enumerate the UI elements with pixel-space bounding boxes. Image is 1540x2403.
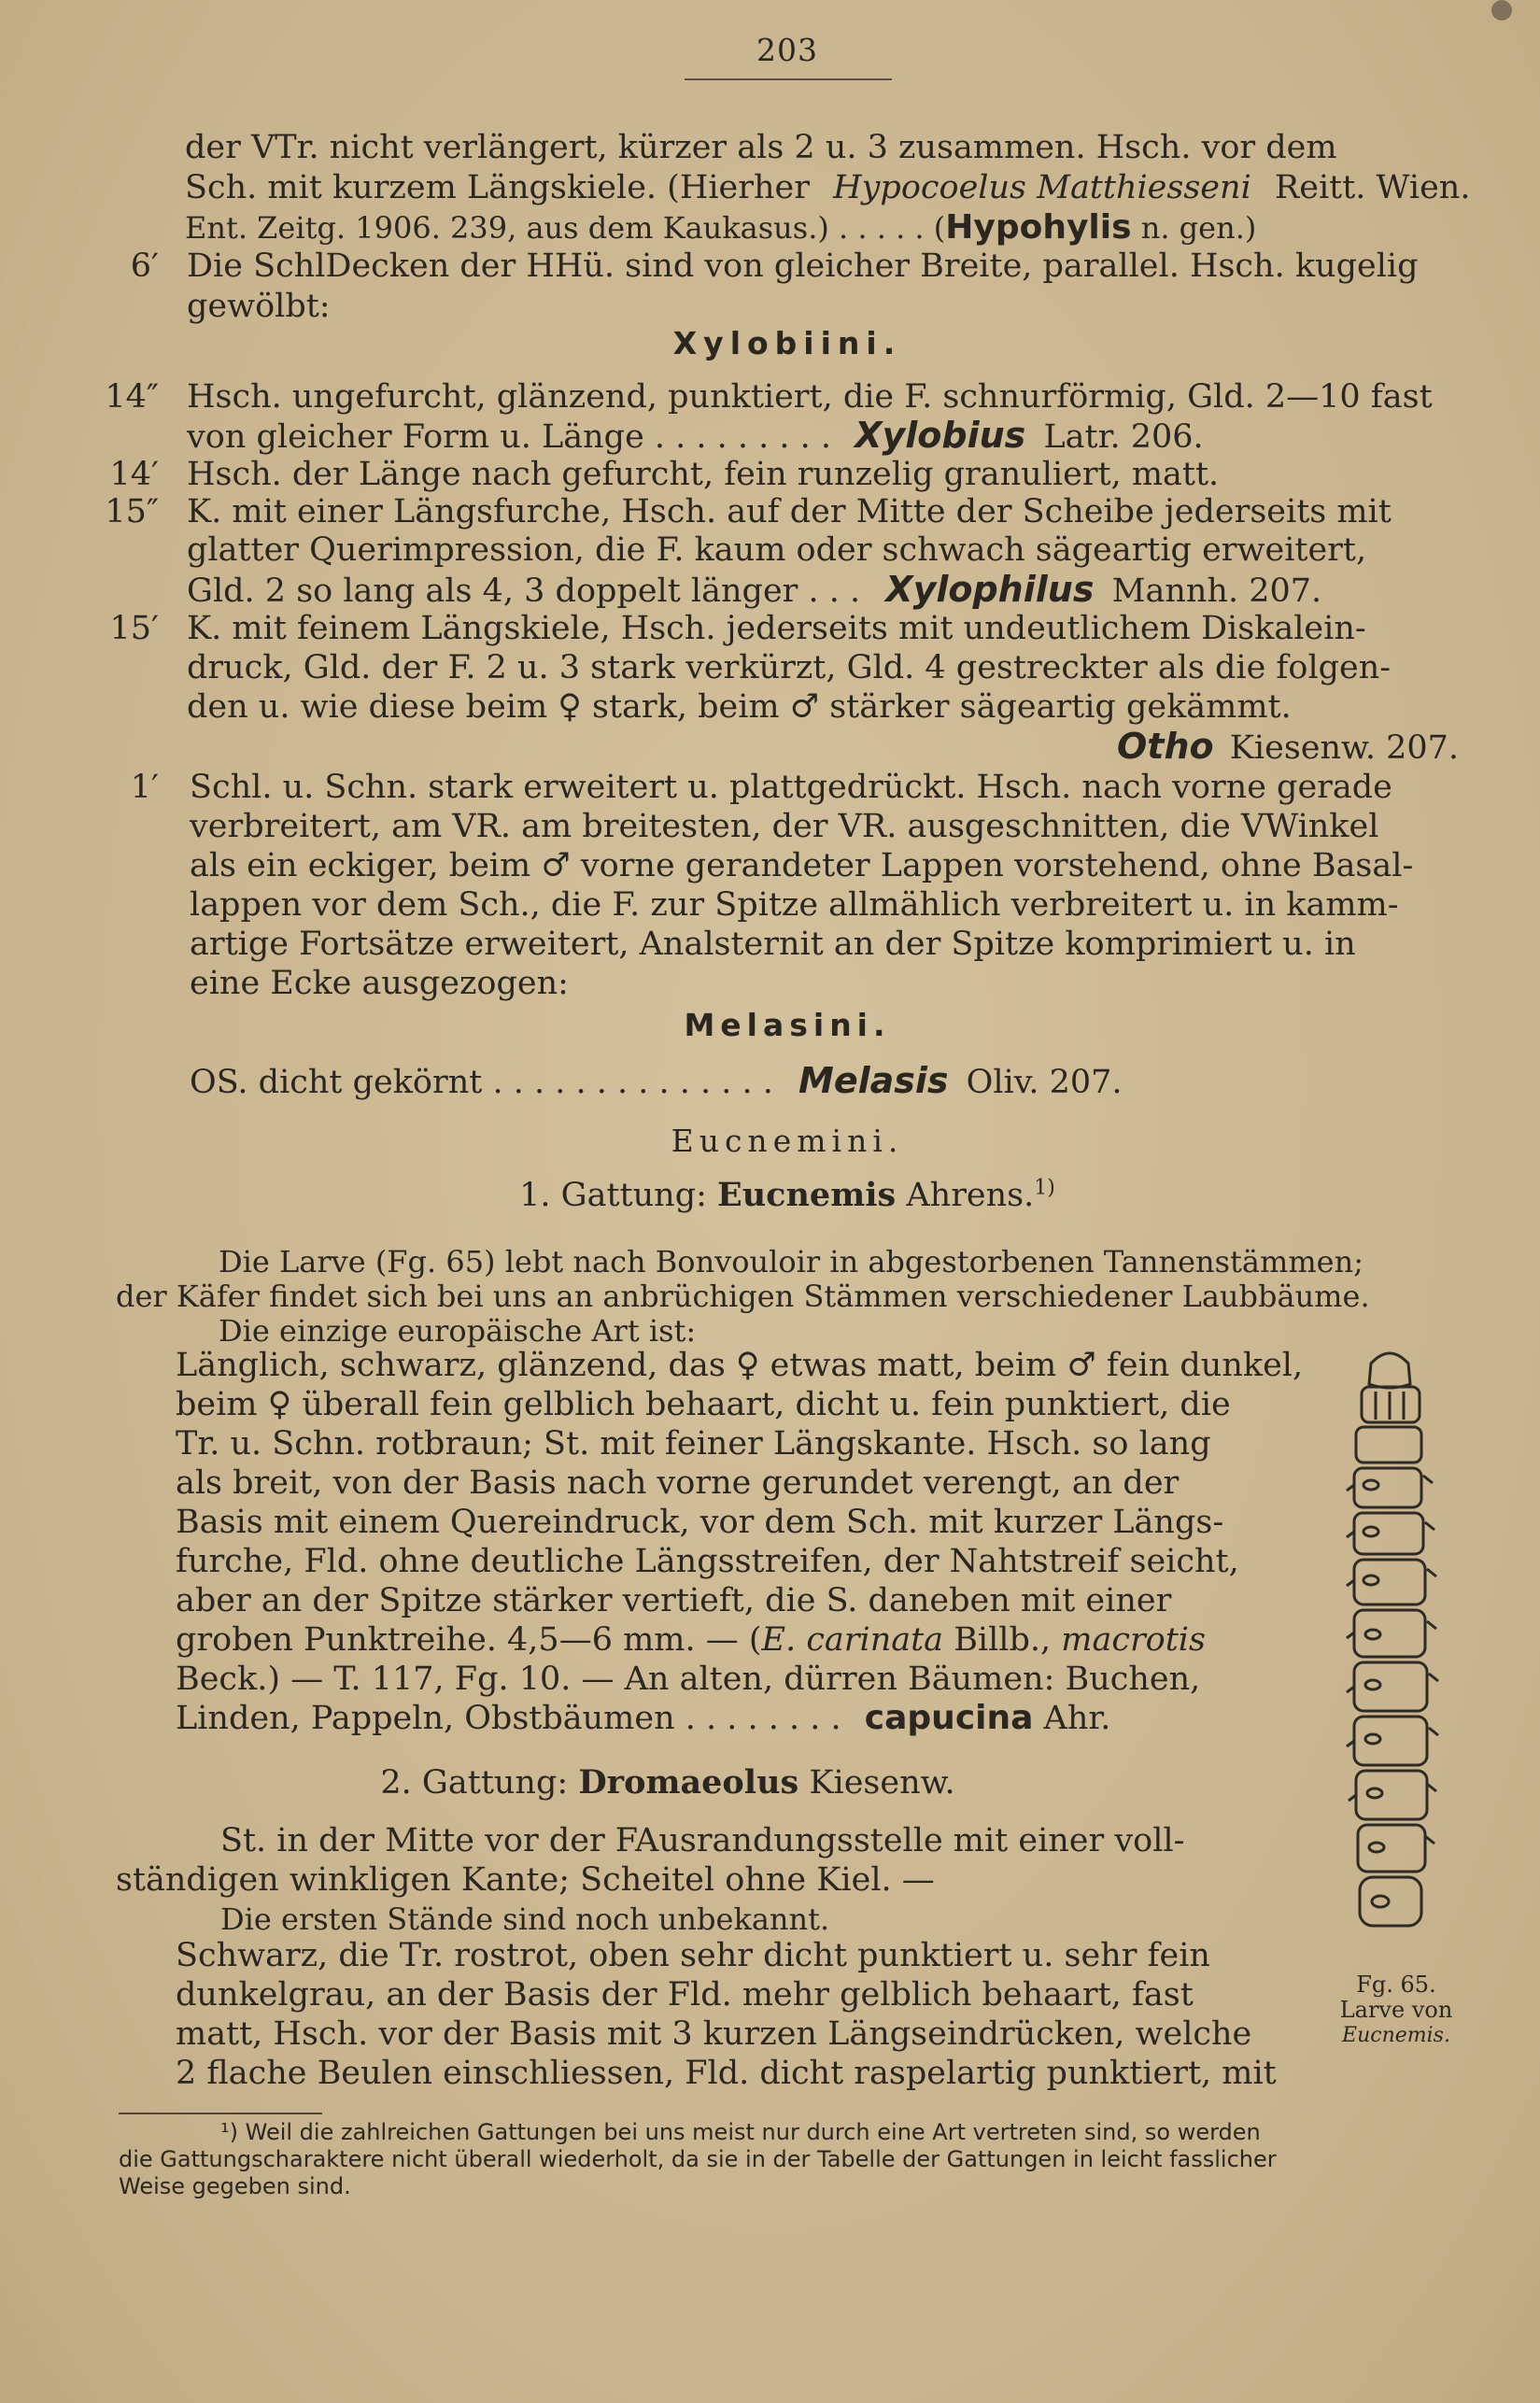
larva-illustration — [1334, 1345, 1446, 1957]
page-number: 203 — [756, 32, 818, 68]
text-line: lappen vor dem Sch., die F. zur Spitze allmählich verbreitert u. in kamm- — [190, 886, 1399, 924]
text-line: dunkelgrau, an der Basis der Fld. mehr gelblich behaart, fast — [176, 1976, 1194, 2014]
genus-name: Xylophilus — [885, 569, 1095, 610]
text-line: der VTr. nicht verlängert, kürzer als 2 u. 3 zusammen. Hsch. vor dem — [185, 129, 1337, 166]
species-name: capucina — [864, 1699, 1034, 1737]
key-number: 15″ — [105, 493, 159, 530]
text-line: Otho Kiesenw. 207. — [1117, 726, 1460, 767]
text-line: Schwarz, die Tr. rostrot, oben sehr dicht punktiert u. sehr fein — [176, 1937, 1210, 1974]
text-line: Beck.) — T. 117, Fg. 10. — An alten, dürren Bäumen: Buchen, — [176, 1661, 1201, 1698]
text-line: Die ersten Stände sind noch unbekannt. — [220, 1901, 830, 1937]
text-line: ständigen winkligen Kante; Scheitel ohne Kiel. — — [116, 1861, 935, 1899]
key-number: 15′ — [109, 610, 159, 647]
genus-name: Otho — [1117, 726, 1214, 767]
text-line: furche, Fld. ohne deutliche Längsstreifen, der Nahtstreif seicht, — [176, 1543, 1239, 1580]
footnote-line: ¹) Weil die zahlreichen Gattungen bei uns meist nur durch eine Art vertreten sind, so werden — [220, 2119, 1261, 2145]
species-name: E. carinata — [761, 1621, 944, 1659]
genus-name: Eucnemis — [717, 1176, 897, 1214]
text-line: den u. wie diese beim ♀ stark, beim ♂ stärker sägeartig gekämmt. — [187, 688, 1292, 726]
text-line: K. mit einer Längsfurche, Hsch. auf der Mitte der Scheibe jederseits mit — [187, 493, 1392, 530]
header-rule — [685, 78, 892, 80]
text-line: beim ♀ überall fein gelblich behaart, dicht u. fein punktiert, die — [176, 1386, 1231, 1423]
text-line: Schl. u. Schn. stark erweitert u. plattgedrückt. Hsch. nach vorne gerade — [190, 769, 1392, 806]
footnote-line: die Gattungscharaktere nicht überall wiederholt, da sie in der Tabelle der Gattungen in leicht fasslicher — [119, 2146, 1277, 2172]
text-line: OS. dicht gekörnt . . . . . . . . . . . . . . Melasis Oliv. 207. — [190, 1060, 1123, 1101]
text-line: als breit, von der Basis nach vorne gerundet verengt, an der — [176, 1464, 1180, 1502]
genus-name: Melasis — [798, 1060, 949, 1101]
text-line: Linden, Pappeln, Obstbäumen . . . . . . . . capucina Ahr. — [176, 1699, 1111, 1737]
text-line: Gld. 2 so lang als 4, 3 doppelt länger . . . Xylophilus Mannh. 207. — [187, 569, 1322, 610]
key-number: 14″ — [105, 378, 159, 416]
text-line: eine Ecke ausgezogen: — [190, 965, 569, 1002]
text-line: groben Punktreihe. 4,5—6 mm. — (E. carinata Billb., macrotis — [176, 1621, 1206, 1659]
tribe-heading: Melasini. — [684, 1007, 891, 1043]
key-number: 6′ — [130, 247, 159, 285]
figure-caption: Eucnemis. — [1342, 2024, 1450, 2047]
genus-heading: 1. Gattung: Eucnemis Ahrens.$^{1)}$ — [519, 1176, 1055, 1214]
text-line: Die einzige europäische Art ist: — [219, 1313, 697, 1349]
tribe-heading: Xylobiini. — [672, 325, 902, 361]
text-line: als ein eckiger, beim ♂ vorne gerandeter Lappen vorstehend, ohne Basal- — [190, 847, 1414, 884]
text-line: verbreitert, am VR. am breitesten, der VR. ausgeschnitten, die VWinkel — [190, 808, 1379, 845]
text-line: aber an der Spitze stärker vertieft, die S. daneben mit einer — [176, 1582, 1172, 1619]
text-line: Die Larve (Fg. 65) lebt nach Bonvouloir in abgestorbenen Tannenstämmen; — [219, 1244, 1363, 1279]
text-line: artige Fortsätze erweitert, Analsternit an der Spitze komprimiert u. in — [190, 926, 1356, 963]
text-line: gewölbt: — [187, 288, 331, 325]
text-line: von gleicher Form u. Länge . . . . . . . . . Xylobius Latr. 206. — [187, 415, 1204, 456]
text-line: Ent. Zeitg. 1906. 239, aus dem Kaukasus.) . . . . . (Hypohylis n. gen.) — [185, 208, 1257, 247]
genus-name: Dromaeolus — [578, 1763, 799, 1802]
footnote-line: Weise gegeben sind. — [119, 2173, 351, 2199]
text-line: glatter Querimpression, die F. kaum oder schwach sägeartig erweitert, — [187, 531, 1367, 569]
text-line: St. in der Mitte vor der FAusrandungsstelle mit einer voll- — [220, 1822, 1185, 1859]
text-line: Basis mit einem Quereindruck, vor dem Sch. mit kurzer Längs- — [176, 1504, 1224, 1541]
text-line: matt, Hsch. vor der Basis mit 3 kurzen Längseindrücken, welche — [176, 2015, 1252, 2053]
species-name: macrotis — [1061, 1621, 1206, 1659]
key-number: 14′ — [109, 456, 159, 493]
text-line: Tr. u. Schn. rotbraun; St. mit feiner Längskante. Hsch. so lang — [176, 1425, 1211, 1463]
footnote-rule — [119, 2113, 322, 2114]
figure-caption: Larve von — [1339, 1997, 1453, 2023]
text-line: Sch. mit kurzem Längskiele. (Hierher Hypocoelus Matthiesseni Reitt. Wien. — [185, 169, 1471, 206]
text-line: Hsch. der Länge nach gefurcht, fein runzelig granuliert, matt. — [187, 456, 1220, 493]
text-line: 2 flache Beulen einschliessen, Fld. dicht raspelartig punktiert, mit — [176, 2055, 1277, 2092]
text-line: Länglich, schwarz, glänzend, das ♀ etwas matt, beim ♂ fein dunkel, — [176, 1347, 1304, 1384]
figure-label: Fg. 65. — [1356, 1972, 1436, 1998]
genus-name: Xylobius — [855, 415, 1026, 456]
text-line: Hsch. ungefurcht, glänzend, punktiert, die F. schnurförmig, Gld. 2—10 fast — [187, 378, 1433, 416]
genus-name: Hypohylis — [945, 208, 1132, 247]
species-name: Hypocoelus Matthiesseni — [833, 169, 1251, 206]
footnote-marker: 1) — [1034, 1176, 1055, 1200]
text-line: druck, Gld. der F. 2 u. 3 stark verkürzt, Gld. 4 gestreckter als die folgen- — [187, 649, 1392, 686]
text-line: K. mit feinem Längskiele, Hsch. jederseits mit undeutlichem Diskalein- — [187, 610, 1366, 647]
tribe-heading: Eucnemini. — [671, 1123, 904, 1159]
text-line: Die SchlDecken der HHü. sind von gleicher Breite, parallel. Hsch. kugelig — [187, 247, 1419, 285]
ink-spot — [1491, 0, 1512, 21]
text-line: der Käfer findet sich bei uns an anbrüchigen Stämmen verschiedener Laubbäume. — [116, 1279, 1370, 1314]
key-number: 1′ — [130, 769, 159, 806]
genus-heading: 2. Gattung: Dromaeolus Kiesenw. — [380, 1763, 955, 1802]
